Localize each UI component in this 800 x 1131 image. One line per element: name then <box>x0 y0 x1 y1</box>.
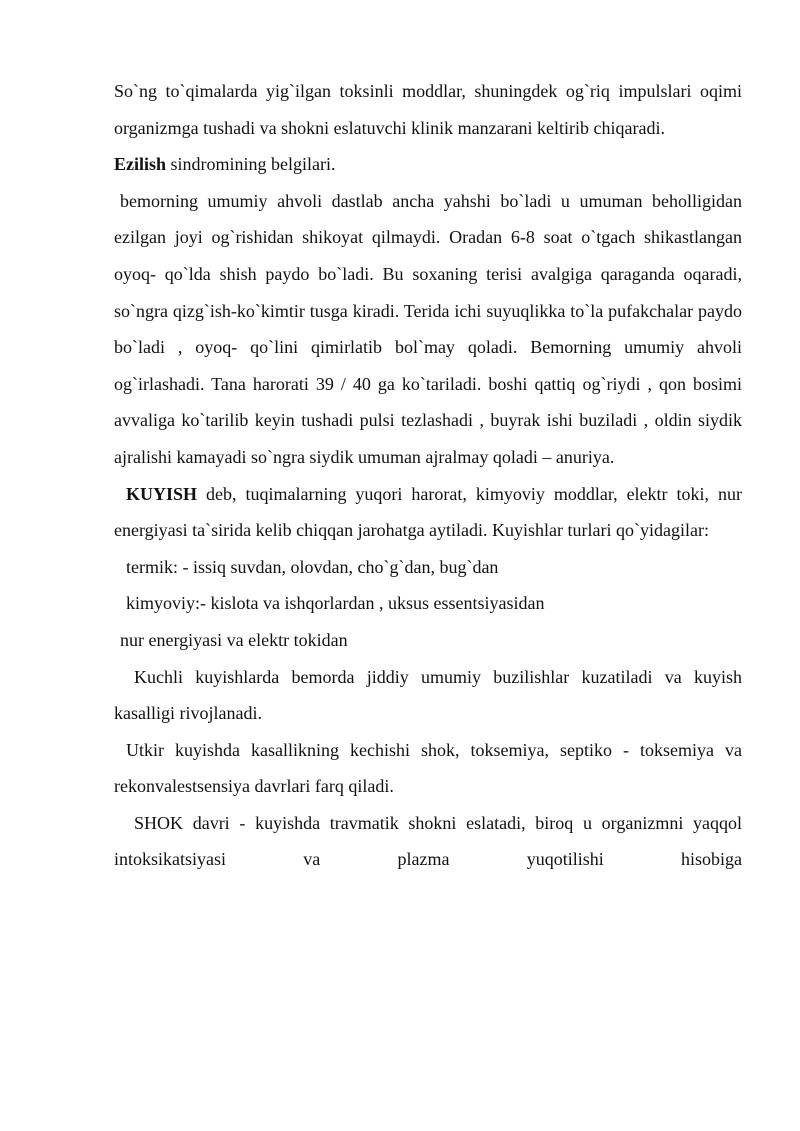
list-item-radiation: nur energiyasi va elektr tokidan <box>120 629 348 650</box>
paragraph-severe-burns: Kuchli kuyishlarda bemorda jiddiy umumiy buzilishlar kuzatiladi va kuyish kasalligi rivojlanadi. <box>114 666 742 724</box>
heading-crush-syndrome <box>114 146 742 183</box>
paragraph-shock-period: SHOK davri - kuyishda travmatik shokni eslatadi, biroq u organizmni yaqqol intoksikatsiyasi va plazma yuqotilishi hisobiga <box>114 812 742 870</box>
paragraph-burn-definition-rest: deb, tuqimalarning yuqori harorat, kimyoviy moddlar, elektr toki, nur energiyasi ta`sirida kelib chiqqan jarohatga aytiladi. Kuyishlar turlari qo`yidagilar: <box>114 483 742 541</box>
list-item-thermal: termik: - issiq suvdan, olovdan, cho`g`dan, bug`dan <box>126 556 499 577</box>
heading-crush-syndrome-rest: sindromining belgilari. <box>166 154 336 175</box>
paragraph-burn-definition <box>114 476 742 549</box>
term-ezilish: Ezilish <box>114 154 167 175</box>
paragraph-toxins: So`ng to`qimalarda yig`ilgan toksinli moddlar, shuningdek og`riq impulslari oqimi organizmga tushadi va shokni eslatuvchi klinik manzarani keltirib chiqaradi. <box>114 81 742 138</box>
term-kuyish: KUYISH <box>126 483 198 504</box>
paragraph-crush-symptoms: bemorning umumiy ahvoli dastlab ancha yahshi bo`ladi u umuman beholligidan ezilgan joyi og`rishidan shikoyat qilmaydi. Oradan 6-8 soat o`tgach shikastlangan oyoq- qo`lda shish paydo bo`ladi. Bu soxaning terisi avalgiga qaraganda oqaradi, so`ngra qizg`ish-ko`kimtir tusga kiradi. Terida ichi suyuqlikka to`la pufakchalar paydo bo`ladi , oyoq- qo`lini qimirlatib bol`may qoladi. Bemorning umumiy ahvoli og`irlashadi. Tana harorati 39 / 40 ga ko`tariladi. boshi qattiq og`riydi , qon bosimi avvaliga ko`tarilib keyin tushadi pulsi tezlashadi , buyrak ishi buziladi , oldin siydik ajralishi kamayadi so`ngra siydik umuman ajralmay qoladi – anuriya. <box>114 190 742 467</box>
list-item-chemical: kimyoviy:- kislota va ishqorlardan , uksus essentsiyasidan <box>126 593 545 614</box>
document-page <box>114 73 742 878</box>
paragraph-burn-stages: Utkir kuyishda kasallikning kechishi shok, toksemiya, septiko - toksemiya va rekonvalestsensiya davrlari farq qiladi. <box>114 739 742 797</box>
